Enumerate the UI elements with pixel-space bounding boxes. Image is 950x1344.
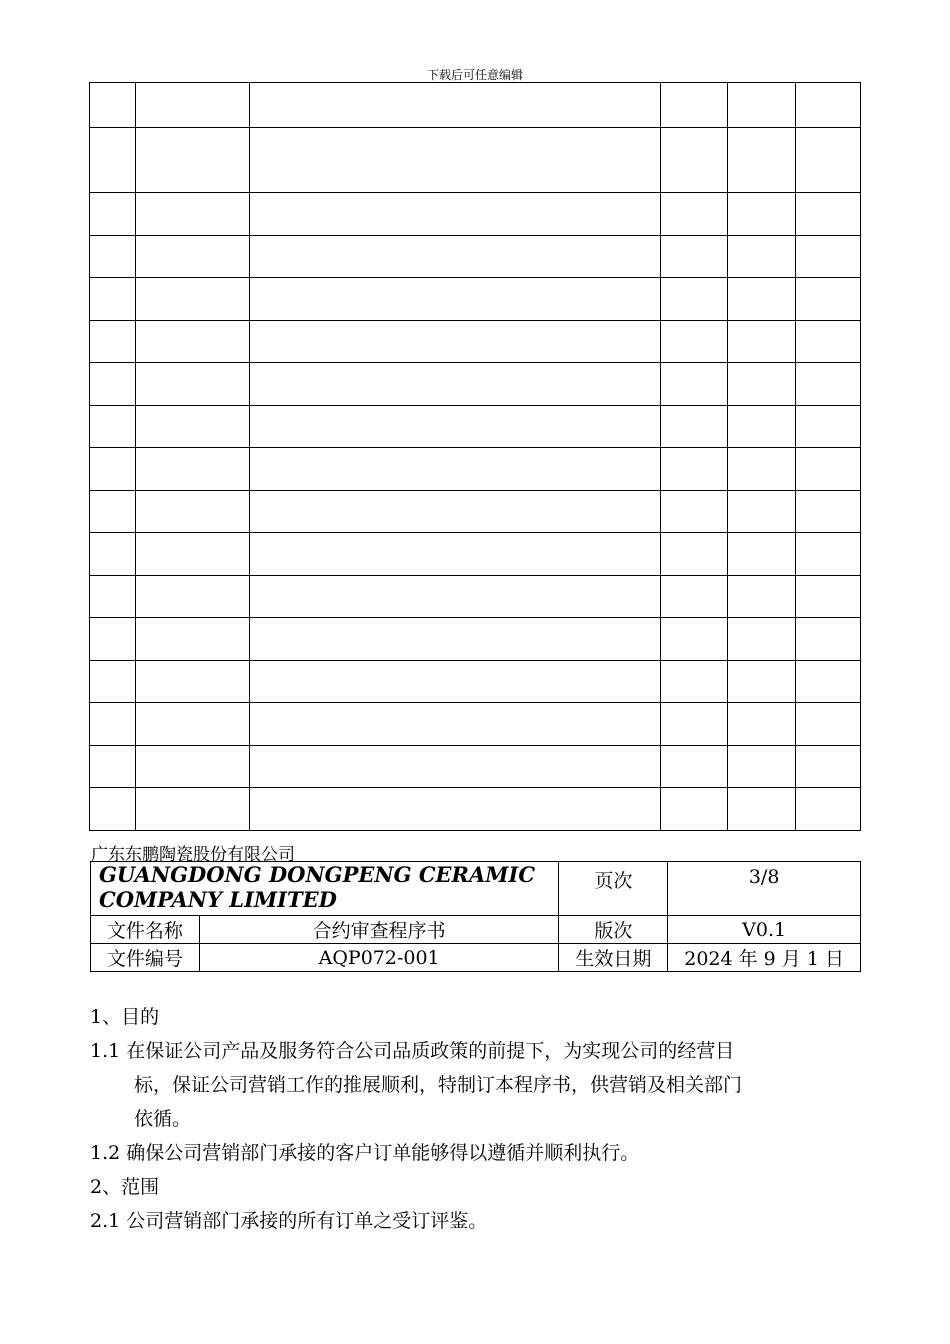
table-cell [796,533,861,576]
table-cell [90,703,136,746]
table-cell [796,703,861,746]
table-cell [136,745,250,788]
table-cell [661,660,728,703]
table-cell [796,128,861,193]
table-cell [90,235,136,278]
section-heading: 1、目的 [90,1006,160,1028]
table-row [90,575,861,618]
table-cell [250,363,661,406]
table-cell [250,703,661,746]
table-cell [728,320,796,363]
file-number-label: 文件编号 [91,944,200,972]
table-cell [250,745,661,788]
table-cell [90,320,136,363]
table-cell [796,660,861,703]
table-cell [661,490,728,533]
table-cell [728,745,796,788]
table-cell [728,703,796,746]
table-cell [661,618,728,661]
table-cell [136,703,250,746]
table-cell [250,128,661,193]
page-value: 3/8 [668,862,861,916]
table-cell [728,235,796,278]
table-cell [250,83,661,128]
table-cell [250,575,661,618]
table-cell [90,405,136,448]
table-row [90,128,861,193]
table-cell [250,490,661,533]
table-cell [728,575,796,618]
table-cell [728,128,796,193]
version-value: V0.1 [668,916,861,944]
table-cell [661,320,728,363]
table-cell [661,278,728,321]
table-cell [661,128,728,193]
table-cell [136,533,250,576]
table-cell [90,490,136,533]
table-cell [90,128,136,193]
table-cell [796,618,861,661]
table-row [90,703,861,746]
table-cell [250,448,661,491]
table-row [90,320,861,363]
company-name-en: GUANGDONG DONGPENG CERAMIC COMPANY LIMITED [91,862,559,916]
table-cell [796,575,861,618]
table-cell [136,278,250,321]
table-cell [796,788,861,831]
table-cell [728,278,796,321]
table-cell [250,278,661,321]
table-cell [90,533,136,576]
effective-date-value: 2024 年 9 月 1 日 [668,944,861,972]
paragraph-continuation: 依循。 [134,1108,192,1130]
table-cell [796,745,861,788]
table-row [90,618,861,661]
table-cell [728,533,796,576]
table-cell [661,533,728,576]
table-cell [250,405,661,448]
table-cell [136,660,250,703]
table-row [90,448,861,491]
table-cell [136,448,250,491]
document-info-table [90,861,861,972]
table-cell [136,128,250,193]
table-cell [661,788,728,831]
file-name-value: 合约审查程序书 [199,916,559,944]
table-cell [90,575,136,618]
section-heading: 2、范围 [90,1176,160,1198]
page-label: 页次 [559,862,668,916]
table-row [90,660,861,703]
table-cell [661,83,728,128]
table-cell [136,83,250,128]
table-cell [728,660,796,703]
table-cell [661,703,728,746]
table-cell [661,193,728,236]
table-cell [661,405,728,448]
table-cell [728,788,796,831]
table-row [90,788,861,831]
table-cell [728,193,796,236]
table-cell [90,278,136,321]
table-cell [728,448,796,491]
table-cell [90,83,136,128]
effective-date-label: 生效日期 [559,944,668,972]
table-cell [250,235,661,278]
table-cell [136,575,250,618]
table-cell [796,193,861,236]
table-row [90,235,861,278]
table-cell [90,788,136,831]
table-row [90,405,861,448]
table-cell [90,448,136,491]
table-cell [661,235,728,278]
table-cell [728,83,796,128]
table-cell [661,575,728,618]
table-cell [90,363,136,406]
table-cell [90,745,136,788]
version-label: 版次 [559,916,668,944]
paragraph-continuation: 标，保证公司营销工作的推展顺利，特制订本程序书，供营销及相关部门 [134,1074,743,1096]
file-name-label: 文件名称 [91,916,200,944]
page-header: 下载后可任意编辑 [426,68,523,82]
table-cell [661,448,728,491]
table-cell [250,193,661,236]
paragraph: 2.1 公司营销部门承接的所有订单之受订评鉴。 [90,1210,488,1232]
table-cell [136,618,250,661]
table-cell [250,533,661,576]
table-cell [136,788,250,831]
table-cell [796,235,861,278]
table-cell [250,618,661,661]
table-cell [90,618,136,661]
table-cell [136,235,250,278]
table-cell [661,745,728,788]
table-cell [796,278,861,321]
empty-record-table [89,82,861,831]
paragraph: 1.1 在保证公司产品及服务符合公司品质政策的前提下，为实现公司的经营目 [90,1040,735,1062]
table-cell [796,83,861,128]
table-cell [796,405,861,448]
file-number-value: AQP072-001 [199,944,559,972]
table-row [90,193,861,236]
table-cell [796,320,861,363]
paragraph: 1.2 确保公司营销部门承接的客户订单能够得以遵循并顺利执行。 [90,1142,640,1164]
table-row [90,533,861,576]
table-cell [136,490,250,533]
table-cell [796,490,861,533]
table-cell [136,363,250,406]
table-cell [728,490,796,533]
table-cell [250,660,661,703]
table-cell [728,618,796,661]
table-row [90,363,861,406]
table-cell [728,363,796,406]
table-row [90,278,861,321]
table-row [90,490,861,533]
table-cell [90,193,136,236]
table-cell [661,363,728,406]
document-body [90,1000,862,1238]
table-cell [250,788,661,831]
table-cell [90,660,136,703]
table-row [90,745,861,788]
table-row [90,83,861,128]
table-cell [136,320,250,363]
company-name-cn: 广东东鹏陶瓷股份有限公司 [91,845,295,865]
table-cell [796,363,861,406]
table-cell [250,320,661,363]
table-cell [136,193,250,236]
table-cell [796,448,861,491]
table-cell [728,405,796,448]
table-cell [136,405,250,448]
